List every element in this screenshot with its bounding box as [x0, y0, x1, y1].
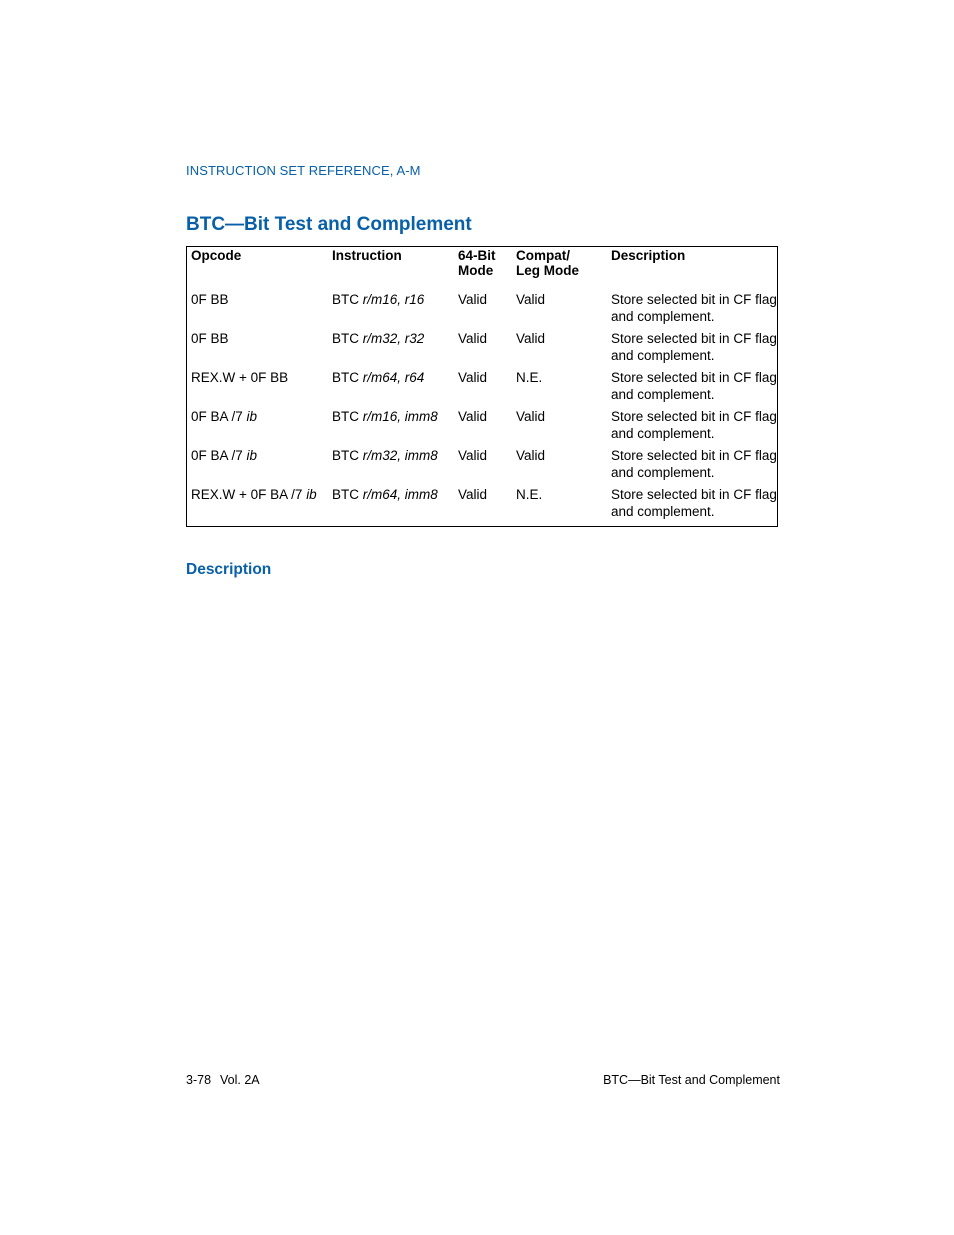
column-header-64bit-line2: Mode: [458, 263, 494, 278]
mode64-cell: Valid: [458, 409, 488, 424]
mode64-cell: Valid: [458, 370, 488, 385]
compat-cell: N.E.: [516, 370, 543, 385]
opcode-text: 0F BA /7: [191, 409, 243, 424]
instruction-operands: r/m32, r32: [362, 331, 425, 346]
opcode-cell: [187, 408, 329, 447]
opcode-cell: [187, 291, 329, 330]
instruction-operands: r/m32, imm8: [362, 448, 438, 463]
instruction-cell: [328, 291, 454, 330]
table-row: [187, 330, 778, 369]
description-cell: [607, 486, 778, 527]
opcode-table: [186, 246, 778, 527]
instruction-operands: r/m64, r64: [362, 370, 425, 385]
column-header-opcode: Opcode: [191, 248, 242, 263]
mode64-cell: Valid: [458, 448, 488, 463]
table-row: [187, 408, 778, 447]
description-line-2: and complement.: [611, 426, 715, 441]
instruction-cell: [328, 408, 454, 447]
instruction-cell: [328, 486, 454, 527]
running-head: INSTRUCTION SET REFERENCE, A-M: [186, 163, 421, 178]
compat-cell: Valid: [516, 409, 546, 424]
instruction-mnemonic: BTC: [332, 370, 359, 385]
description-line-1: Store selected bit in CF flag: [611, 409, 777, 424]
opcode-immediate: ib: [246, 409, 258, 424]
mode64-cell: Valid: [458, 292, 488, 307]
mode64-cell: Valid: [458, 331, 488, 346]
opcode-cell: [187, 330, 329, 369]
opcode-cell: [187, 486, 329, 527]
compat-cell: Valid: [516, 331, 546, 346]
opcode-text: REX.W + 0F BA /7: [191, 487, 303, 502]
column-header-description: Description: [611, 248, 686, 263]
instruction-cell: [328, 369, 454, 408]
compat-cell: N.E.: [516, 487, 543, 502]
table-body: [187, 291, 778, 527]
table-row: [187, 369, 778, 408]
instruction-operands: r/m16, r16: [362, 292, 425, 307]
footer-left: [186, 1073, 260, 1087]
description-line-2: and complement.: [611, 504, 715, 519]
description-line-1: Store selected bit in CF flag: [611, 448, 777, 463]
opcode-immediate: ib: [306, 487, 317, 502]
description-line-2: and complement.: [611, 348, 715, 363]
instruction-mnemonic: BTC: [332, 409, 359, 424]
opcode-text: REX.W + 0F BB: [191, 370, 289, 385]
instruction-mnemonic: BTC: [332, 331, 359, 346]
column-header-64bit-line1: 64-Bit: [458, 248, 496, 263]
table-row: [187, 486, 778, 527]
opcode-text: 0F BA /7: [191, 448, 243, 463]
description-cell: [607, 369, 778, 408]
column-header-instruction: Instruction: [332, 248, 402, 263]
opcode-text: 0F BB: [191, 331, 229, 346]
column-header-compat-line2: Leg Mode: [516, 263, 579, 278]
opcode-immediate: ib: [246, 448, 258, 463]
page-title: BTC—Bit Test and Complement: [186, 214, 472, 235]
description-line-1: Store selected bit in CF flag: [611, 292, 777, 307]
opcode-text: 0F BB: [191, 292, 229, 307]
opcode-cell: [187, 369, 329, 408]
description-cell: [607, 408, 778, 447]
description-line-1: Store selected bit in CF flag: [611, 370, 777, 385]
description-line-2: and complement.: [611, 309, 715, 324]
column-header-compat-leg-mode: [512, 247, 607, 292]
mode64-cell: Valid: [458, 487, 488, 502]
description-line-1: Store selected bit in CF flag: [611, 487, 777, 502]
footer-volume: Vol. 2A: [220, 1073, 260, 1087]
compat-cell: Valid: [516, 448, 546, 463]
instruction-cell: [328, 330, 454, 369]
instruction-mnemonic: BTC: [332, 448, 359, 463]
column-header-compat-line1: Compat/: [516, 248, 570, 263]
footer-page-number: 3-78: [186, 1073, 212, 1087]
instruction-mnemonic: BTC: [332, 487, 359, 502]
description-cell: [607, 291, 778, 330]
description-line-1: Store selected bit in CF flag: [611, 331, 777, 346]
instruction-mnemonic: BTC: [332, 292, 359, 307]
table-row: [187, 447, 778, 486]
description-line-2: and complement.: [611, 465, 715, 480]
compat-cell: Valid: [516, 292, 546, 307]
table-header: [187, 247, 778, 292]
footer-section-title: BTC—Bit Test and Complement: [603, 1073, 780, 1087]
instruction-operands: r/m64, imm8: [362, 487, 438, 502]
instruction-cell: [328, 447, 454, 486]
description-cell: [607, 330, 778, 369]
column-header-64bit-mode: [454, 247, 512, 292]
instruction-operands: r/m16, imm8: [362, 409, 438, 424]
opcode-cell: [187, 447, 329, 486]
table-row: [187, 291, 778, 330]
section-heading-description: Description: [186, 561, 272, 578]
description-cell: [607, 447, 778, 486]
table-header-row: [187, 247, 778, 292]
description-line-2: and complement.: [611, 387, 715, 402]
